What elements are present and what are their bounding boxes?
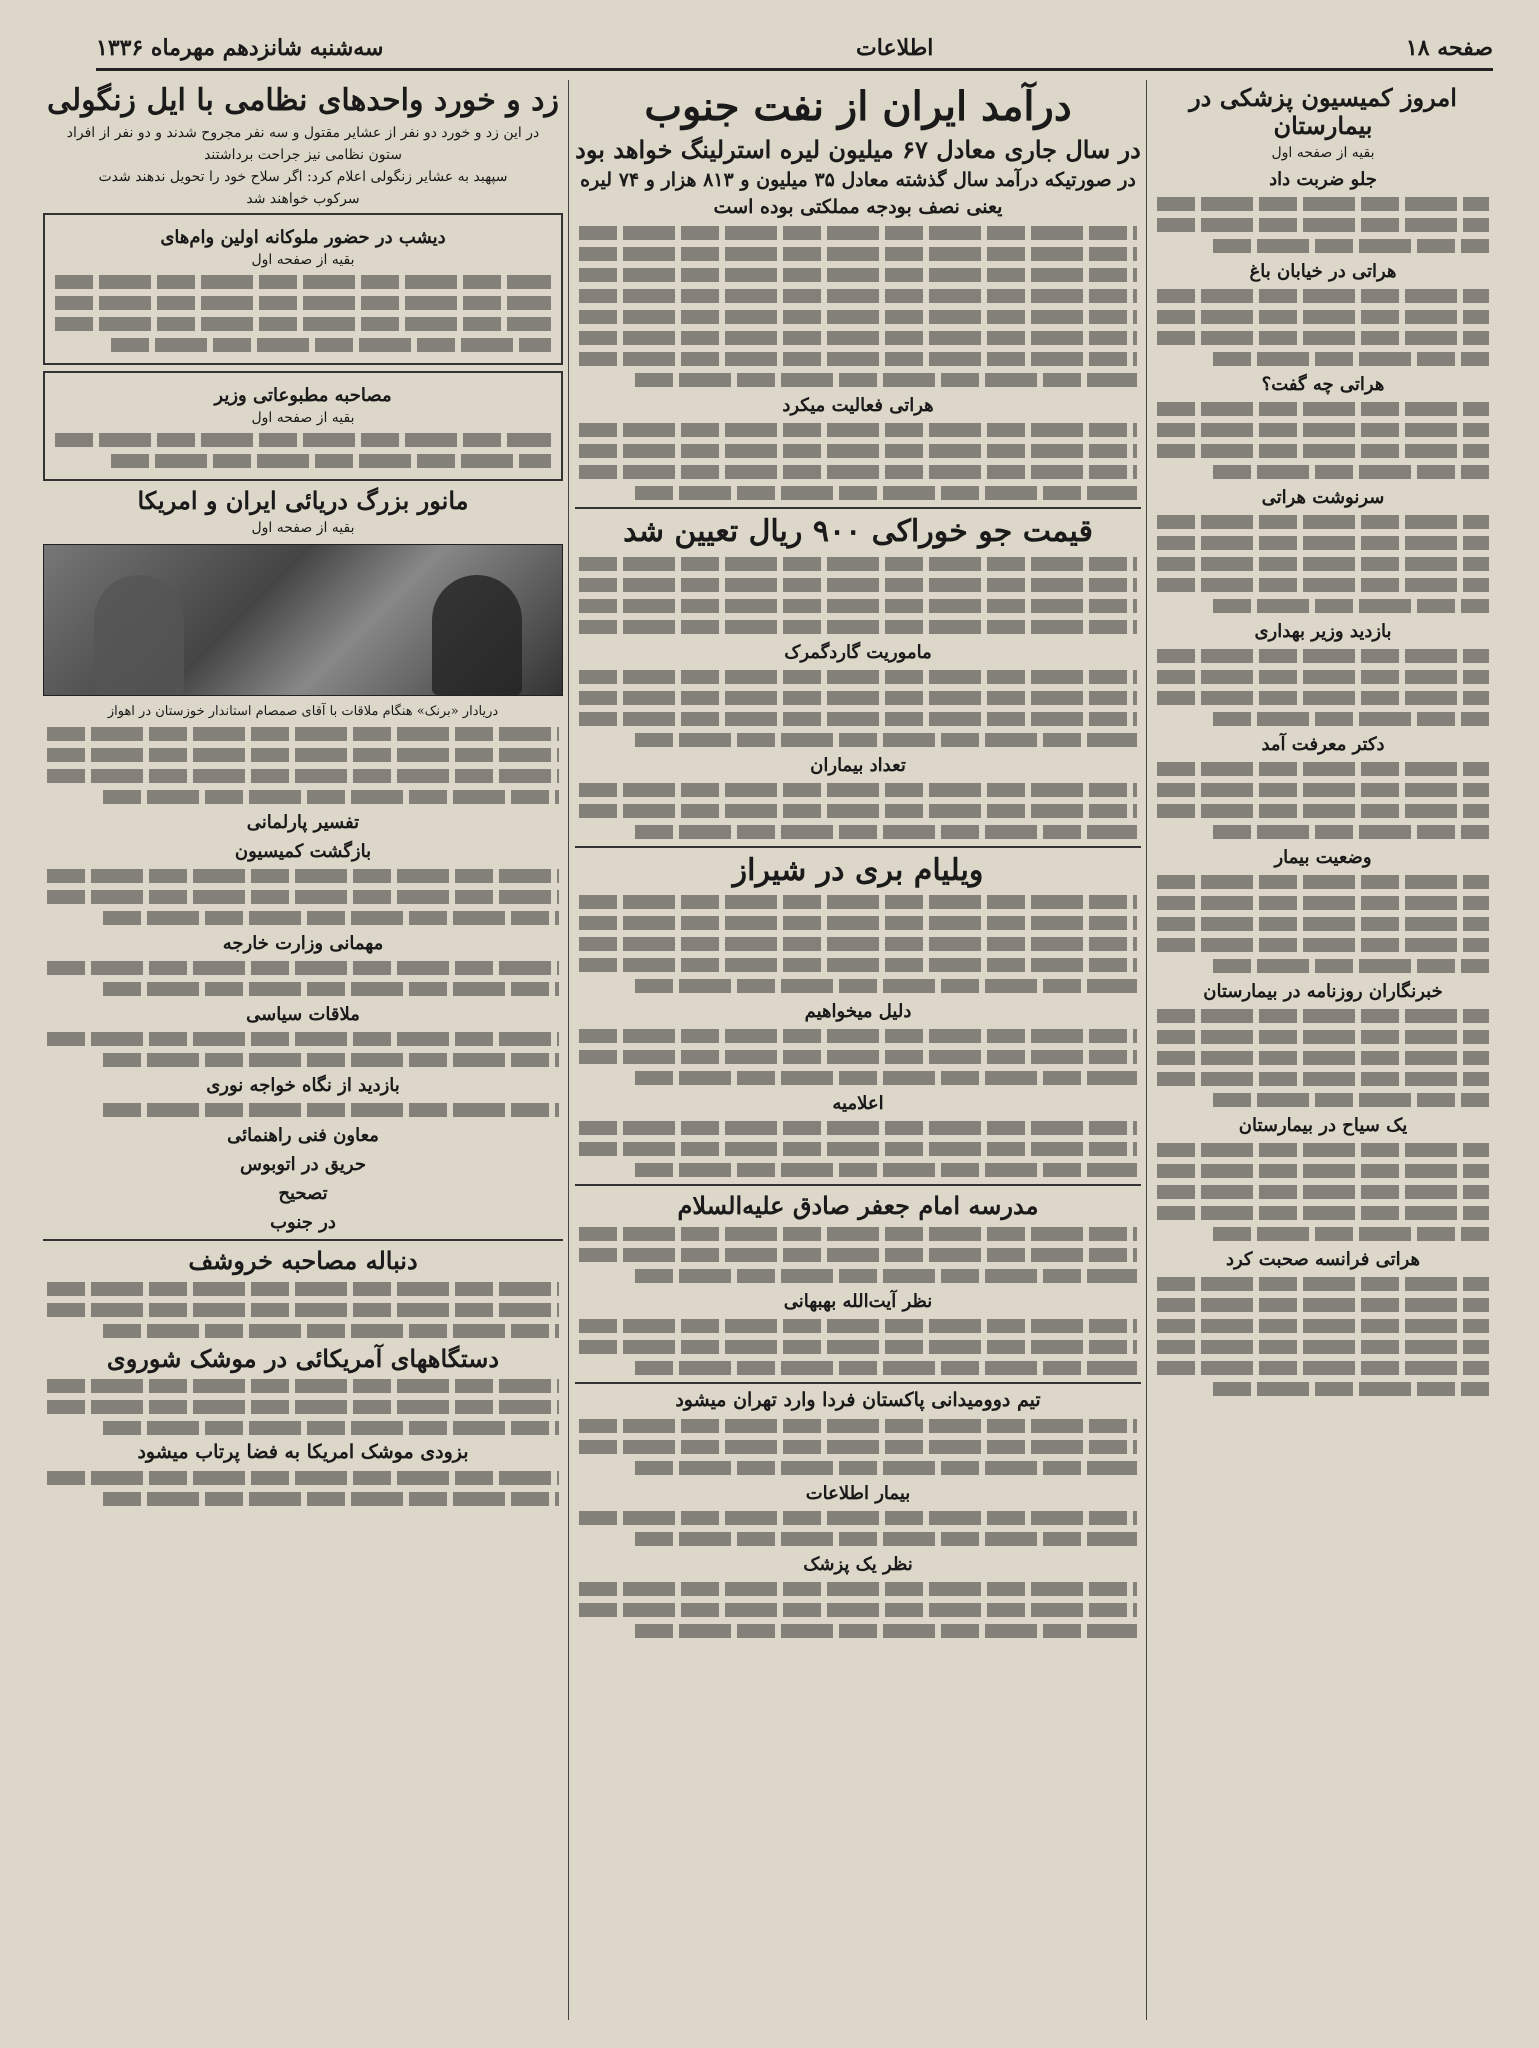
issue-date: سه‌شنبه شانزدهم مهرماه ۱۳۳۶ [96, 35, 384, 61]
subhead: مهمانی وزارت خارجه [222, 933, 384, 955]
deck-oil: در صورتیکه درآمد سال گذشته معادل ۳۵ میلیون و ۸۱۳ هزار و ۷۴ لیره [580, 168, 1136, 191]
masthead [96, 28, 1493, 71]
subhead: بیمار اطلاعات [805, 1482, 911, 1504]
headline-us-missile: بزودی موشک امریکا به فضا پرتاب میشود [137, 1441, 469, 1464]
subhead: اعلامیه [832, 1093, 884, 1115]
headline-soviet-missile: دستگاههای آمریکائی در موشک شوروی [106, 1343, 500, 1373]
headline-oil-revenue: درآمد ایران از نفت جنوب [644, 83, 1072, 130]
column-right [1153, 80, 1493, 2020]
subhead: سرنوشت هراتی [1261, 487, 1385, 509]
subheadline-oil: در سال جاری معادل ۶۷ میلیون لیره استرلینگ خواهد بود [575, 135, 1141, 164]
headline-william-berry: ویلیام بری در شیراز [732, 852, 984, 888]
subhead: ماموریت گاردگمرک [784, 641, 932, 663]
continuation-note: بقیه از صفحه اول [251, 251, 355, 268]
headline-khrushchev: دنباله مصاحبه خروشف [188, 1246, 418, 1276]
subhead: هراتی در خیابان باغ [1249, 261, 1397, 283]
deck: در این زد و خورد دو نفر از عشایر مقتول و سه نفر مجروح شدند و دو نفر از افراد [66, 124, 540, 141]
subhead: یک سیاح در بیمارستان [1238, 1115, 1408, 1137]
column-rule [1146, 80, 1147, 2020]
subhead: تصحیح [278, 1183, 328, 1205]
deck-oil-2: یعنی نصف بودجه مملکتی بوده است [713, 196, 1003, 219]
subhead: هراتی چه گفت؟ [1261, 374, 1385, 396]
subhead: در جنوب [270, 1212, 336, 1234]
subhead: بازدید وزیر بهداری [1254, 621, 1392, 643]
deck: سرکوب خواهند شد [246, 190, 360, 207]
photo-caption: دریادار «برنک» هنگام ملاقات با آقای صمصام استاندار خوزستان در اهواز [107, 704, 499, 720]
subhead: تفسیر پارلمانی [246, 812, 360, 834]
subhead: نظر آیت‌الله بهبهانی [783, 1290, 933, 1312]
subhead: هراتی فعالیت میکرد [782, 395, 934, 417]
subhead: هراتی فرانسه صحبت کرد [1225, 1249, 1421, 1271]
subhead: حریق در اتوبوس [240, 1154, 366, 1176]
subhead: وضعیت بیمار [1274, 847, 1372, 869]
subhead: نظر یک پزشک [803, 1553, 913, 1575]
continuation-note: بقیه از صفحه اول [251, 409, 355, 426]
subhead: جلو ضربت داد [1269, 169, 1377, 191]
column-center [575, 80, 1141, 2020]
continuation-note: بقیه از صفحه اول [251, 520, 355, 537]
subhead: بازدید از نگاه خواجه نوری [206, 1075, 400, 1097]
headline-zangoli-clash: زد و خورد واحدهای نظامی با ایل زنگولی [46, 83, 559, 118]
story-minister-interview [43, 371, 563, 481]
subhead: دکتر معرفت آمد [1261, 734, 1385, 756]
column-rule [568, 80, 569, 2020]
subhead: معاون فنی راهنمائی [227, 1125, 379, 1147]
story-headline: مصاحبه مطبوعاتی وزیر [214, 384, 392, 406]
headline-naval-maneuver: مانور بزرگ دریائی ایران و امریکا [137, 485, 469, 515]
page-number: صفحه ۱۸ [1405, 35, 1493, 61]
subhead: بازگشت کمیسیون [234, 841, 372, 863]
subhead: تعداد بیماران [810, 754, 906, 776]
deck: ستون نظامی نیز جراحت برداشتند [204, 146, 402, 163]
headline-hospital: امروز کمیسیون پزشکی در بیمارستان [1189, 83, 1457, 140]
story-loans [43, 213, 563, 365]
subhead: ملاقات سیاسی [246, 1004, 360, 1026]
subhead: خبرنگاران روزنامه در بیمارستان [1203, 981, 1443, 1003]
deck: سپهبد به عشایر زنگولی اعلام کرد: اگر سلاح خود را تحویل ندهند شدت [98, 168, 508, 185]
headline-barley-price: قیمت جو خوراکی ۹۰۰ ریال تعیین شد [623, 514, 1093, 550]
column-left [43, 80, 563, 2020]
headline-school: مدرسه امام جعفر صادق علیه‌السلام [677, 1191, 1039, 1221]
continuation-note: بقیه از صفحه اول [1271, 145, 1375, 162]
headline-pakistan-team: تیم دوومیدانی پاکستان فردا وارد تهران میشود [675, 1388, 1041, 1411]
news-photo [43, 544, 563, 696]
story-headline: دیشب در حضور ملوکانه اولین وام‌های [160, 226, 446, 248]
subhead: دلیل میخواهیم [804, 1001, 912, 1023]
paper-name: اطلاعات [856, 35, 934, 61]
